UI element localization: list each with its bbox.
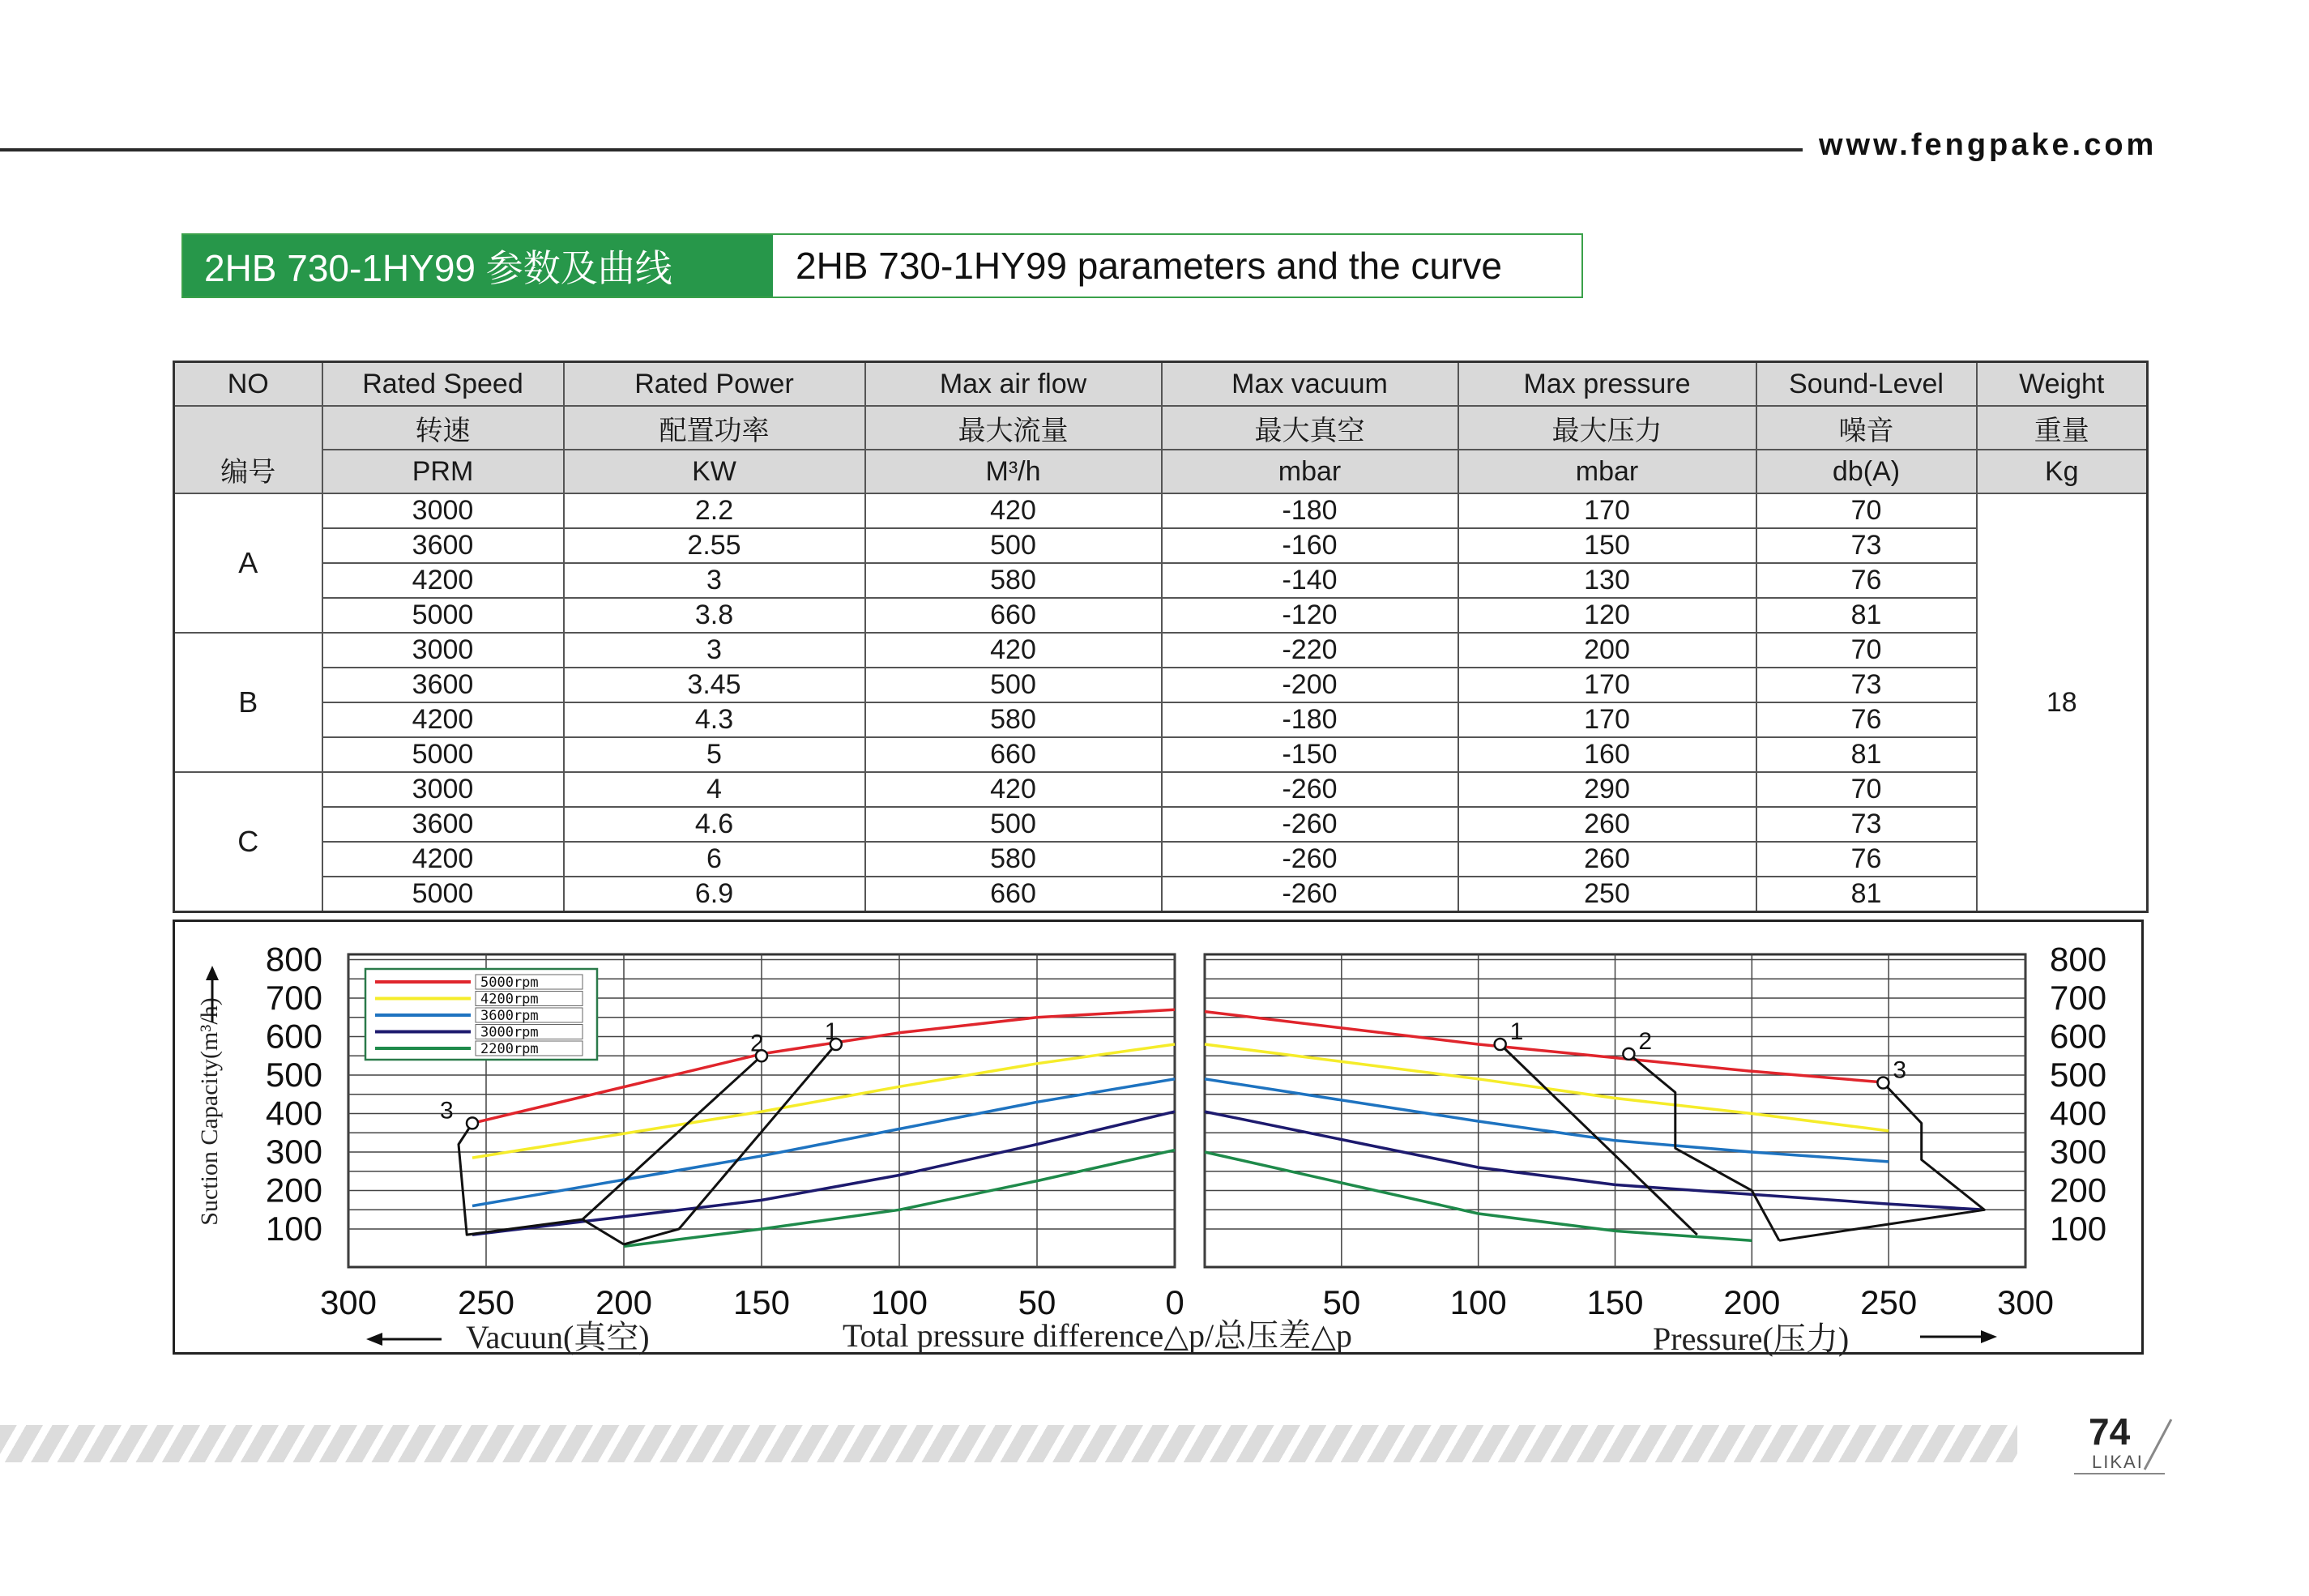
header-no-cn: 编号 xyxy=(174,406,322,493)
y-tick-label-right: 700 xyxy=(2050,979,2107,1017)
x-tick-label-pressure: 250 xyxy=(1860,1283,1918,1321)
header-max-vacuum: Max vacuum xyxy=(1162,362,1458,407)
legend-label: 4200rpm xyxy=(480,991,539,1008)
cell: -180 xyxy=(1162,702,1458,737)
y-tick-label-left: 400 xyxy=(265,1094,322,1133)
cell: 70 xyxy=(1756,633,1977,668)
cell: -140 xyxy=(1162,563,1458,598)
cell: 580 xyxy=(865,702,1162,737)
cell: 5 xyxy=(564,737,865,772)
cell: 4200 xyxy=(322,563,564,598)
cell: -260 xyxy=(1162,807,1458,842)
header-cn-pressure: 最大压力 xyxy=(1458,406,1756,450)
cell: 170 xyxy=(1458,668,1756,702)
x-tick-label-vacuum: 50 xyxy=(1018,1283,1056,1321)
cell: -150 xyxy=(1162,737,1458,772)
x-tick-label-pressure: 300 xyxy=(1996,1283,2055,1321)
cell: 4.6 xyxy=(564,807,865,842)
y-tick-label-right: 300 xyxy=(2050,1133,2107,1171)
cell: -180 xyxy=(1162,493,1458,528)
cell: 3000 xyxy=(322,772,564,807)
header-rated-power: Rated Power xyxy=(564,362,865,407)
title-en: 2HB 730-1HY99 parameters and the curve xyxy=(796,245,1502,287)
limit-line-vacuum-1 xyxy=(624,1044,836,1244)
cell: 76 xyxy=(1756,842,1977,877)
x-tick-label-pressure: 100 xyxy=(1449,1283,1507,1321)
cell: 580 xyxy=(865,842,1162,877)
cell: 4 xyxy=(564,772,865,807)
cell: 3000 xyxy=(322,493,564,528)
cell: 2.2 xyxy=(564,493,865,528)
cell: 3.45 xyxy=(564,668,865,702)
y-tick-label-left: 800 xyxy=(265,940,322,979)
cell: 3000 xyxy=(322,633,564,668)
cell: 3600 xyxy=(322,668,564,702)
site-url: www.fengpake.com xyxy=(1819,128,2157,162)
cell: 5000 xyxy=(322,877,564,912)
header-no: NO xyxy=(174,362,322,407)
x-tick-label-pressure: 50 xyxy=(1322,1283,1361,1321)
x-tick-label-vacuum: 200 xyxy=(595,1283,653,1321)
limit-label-vacuum: 2 xyxy=(750,1030,764,1057)
legend-label: 5000rpm xyxy=(480,975,539,991)
group-label: B xyxy=(174,633,322,772)
footer-stripes xyxy=(0,1425,2017,1462)
page-brand: LIKAI xyxy=(2092,1452,2144,1472)
x-tick-label-pressure: 150 xyxy=(1586,1283,1644,1321)
limit-line-vacuum-2 xyxy=(583,1056,762,1219)
cell: 660 xyxy=(865,598,1162,633)
cell: 76 xyxy=(1756,563,1977,598)
limit-line-pressure-1 xyxy=(1500,1044,1697,1235)
unit-flow: M³/h xyxy=(865,450,1162,493)
x-tick-label-pressure: 200 xyxy=(1723,1283,1781,1321)
y-tick-label-left: 200 xyxy=(265,1171,322,1210)
page-underline xyxy=(2074,1473,2165,1474)
cell: 3600 xyxy=(322,528,564,563)
cell: 580 xyxy=(865,563,1162,598)
header-sound-level: Sound-Level xyxy=(1756,362,1977,407)
series-line-vacuum-4200rpm xyxy=(472,1044,1175,1158)
x-tick-label-vacuum: 100 xyxy=(870,1283,928,1321)
cell: -120 xyxy=(1162,598,1458,633)
header-cn-vacuum: 最大真空 xyxy=(1162,406,1458,450)
cell: 200 xyxy=(1458,633,1756,668)
header-rated-speed: Rated Speed xyxy=(322,362,564,407)
cell: 4200 xyxy=(322,702,564,737)
y-axis-label: Suction Capacity(m³/h) xyxy=(196,997,223,1226)
cell: 73 xyxy=(1756,807,1977,842)
header-cn-sound: 噪音 xyxy=(1756,406,1977,450)
group-label: C xyxy=(174,772,322,912)
y-tick-label-left: 100 xyxy=(265,1210,322,1248)
cell: 260 xyxy=(1458,842,1756,877)
title-cn: 2HB 730-1HY99 参数及曲线 xyxy=(183,235,773,297)
cell: 2.55 xyxy=(564,528,865,563)
page-number: 74 xyxy=(2089,1410,2131,1453)
x-tick-label-vacuum: 0 xyxy=(1165,1283,1184,1321)
unit-power: KW xyxy=(564,450,865,493)
x-tick-label-vacuum: 150 xyxy=(732,1283,791,1321)
cell: -260 xyxy=(1162,772,1458,807)
header-cn-power: 配置功率 xyxy=(564,406,865,450)
legend-label: 2200rpm xyxy=(480,1041,539,1057)
header-cn-speed: 转速 xyxy=(322,406,564,450)
cell: 290 xyxy=(1458,772,1756,807)
series-line-pressure-5000rpm xyxy=(1205,1012,1889,1083)
cell: 250 xyxy=(1458,877,1756,912)
limit-label-vacuum: 3 xyxy=(440,1097,454,1124)
limit-label-pressure: 2 xyxy=(1638,1027,1653,1055)
cell: 120 xyxy=(1458,598,1756,633)
cell: 160 xyxy=(1458,737,1756,772)
unit-speed: PRM xyxy=(322,450,564,493)
cell: 81 xyxy=(1756,737,1977,772)
header-cn-flow: 最大流量 xyxy=(865,406,1162,450)
cell: 4200 xyxy=(322,842,564,877)
y-tick-label-right: 800 xyxy=(2050,940,2107,979)
cell: 260 xyxy=(1458,807,1756,842)
cell: 6 xyxy=(564,842,865,877)
weight-value: 18 xyxy=(1977,493,2148,912)
cell: 500 xyxy=(865,668,1162,702)
cell: 73 xyxy=(1756,668,1977,702)
pressure-arrowhead xyxy=(1981,1330,1997,1343)
cell: 420 xyxy=(865,493,1162,528)
x-axis-label-center: Total pressure difference△p/总压差△p xyxy=(843,1317,1352,1354)
cell: 70 xyxy=(1756,772,1977,807)
cell: 70 xyxy=(1756,493,1977,528)
y-axis-arrowhead xyxy=(206,966,219,980)
cell: 660 xyxy=(865,877,1162,912)
unit-vacuum: mbar xyxy=(1162,450,1458,493)
cell: 420 xyxy=(865,633,1162,668)
cell: -220 xyxy=(1162,633,1458,668)
series-line-pressure-3600rpm xyxy=(1205,1079,1889,1162)
cell: 5000 xyxy=(322,737,564,772)
cell: 73 xyxy=(1756,528,1977,563)
cell: -200 xyxy=(1162,668,1458,702)
limit-marker-pressure xyxy=(1877,1078,1889,1089)
unit-pressure: mbar xyxy=(1458,450,1756,493)
cell: 4.3 xyxy=(564,702,865,737)
cell: 170 xyxy=(1458,702,1756,737)
limit-marker-vacuum xyxy=(467,1117,478,1129)
y-tick-label-right: 400 xyxy=(2050,1094,2107,1133)
header-weight: Weight xyxy=(1977,362,2148,407)
cell: 420 xyxy=(865,772,1162,807)
cell: 81 xyxy=(1756,598,1977,633)
cell: 76 xyxy=(1756,702,1977,737)
x-axis-label-vacuum: Vacuun(真空) xyxy=(466,1319,650,1355)
y-tick-label-right: 600 xyxy=(2050,1017,2107,1056)
limit-marker-pressure xyxy=(1623,1048,1634,1060)
limit-label-pressure: 3 xyxy=(1893,1056,1907,1084)
cell: 130 xyxy=(1458,563,1756,598)
cell: 3 xyxy=(564,633,865,668)
limit-label-vacuum: 1 xyxy=(824,1018,839,1045)
cell: -260 xyxy=(1162,842,1458,877)
cell: -260 xyxy=(1162,877,1458,912)
cell: 660 xyxy=(865,737,1162,772)
group-label: A xyxy=(174,493,322,633)
cell: 3600 xyxy=(322,807,564,842)
y-tick-label-right: 100 xyxy=(2050,1210,2107,1248)
cell: 81 xyxy=(1756,877,1977,912)
cell: 3 xyxy=(564,563,865,598)
cell: 3.8 xyxy=(564,598,865,633)
cell: -160 xyxy=(1162,528,1458,563)
limit-marker-pressure xyxy=(1495,1039,1506,1050)
x-axis-label-pressure: Pressure(压力) xyxy=(1653,1321,1850,1357)
cell: 170 xyxy=(1458,493,1756,528)
cell: 5000 xyxy=(322,598,564,633)
unit-sound: db(A) xyxy=(1756,450,1977,493)
cell: 6.9 xyxy=(564,877,865,912)
header-max-pressure: Max pressure xyxy=(1458,362,1756,407)
header-cn-weight: 重量 xyxy=(1977,406,2148,450)
vacuum-arrowhead xyxy=(366,1333,382,1346)
header-max-air-flow: Max air flow xyxy=(865,362,1162,407)
y-tick-label-left: 300 xyxy=(265,1133,322,1171)
cell: 500 xyxy=(865,528,1162,563)
cell: 500 xyxy=(865,807,1162,842)
cell: 150 xyxy=(1458,528,1756,563)
x-tick-label-vacuum: 300 xyxy=(319,1283,378,1321)
y-tick-label-left: 600 xyxy=(265,1017,322,1056)
legend-label: 3000rpm xyxy=(480,1024,539,1041)
legend-label: 3600rpm xyxy=(480,1008,539,1024)
y-tick-label-right: 500 xyxy=(2050,1056,2107,1094)
y-tick-label-left: 700 xyxy=(265,979,322,1017)
y-tick-label-left: 500 xyxy=(265,1056,322,1094)
unit-weight: Kg xyxy=(1977,450,2148,493)
limit-label-pressure: 1 xyxy=(1509,1018,1524,1045)
x-tick-label-vacuum: 250 xyxy=(457,1283,515,1321)
y-tick-label-right: 200 xyxy=(2050,1171,2107,1210)
